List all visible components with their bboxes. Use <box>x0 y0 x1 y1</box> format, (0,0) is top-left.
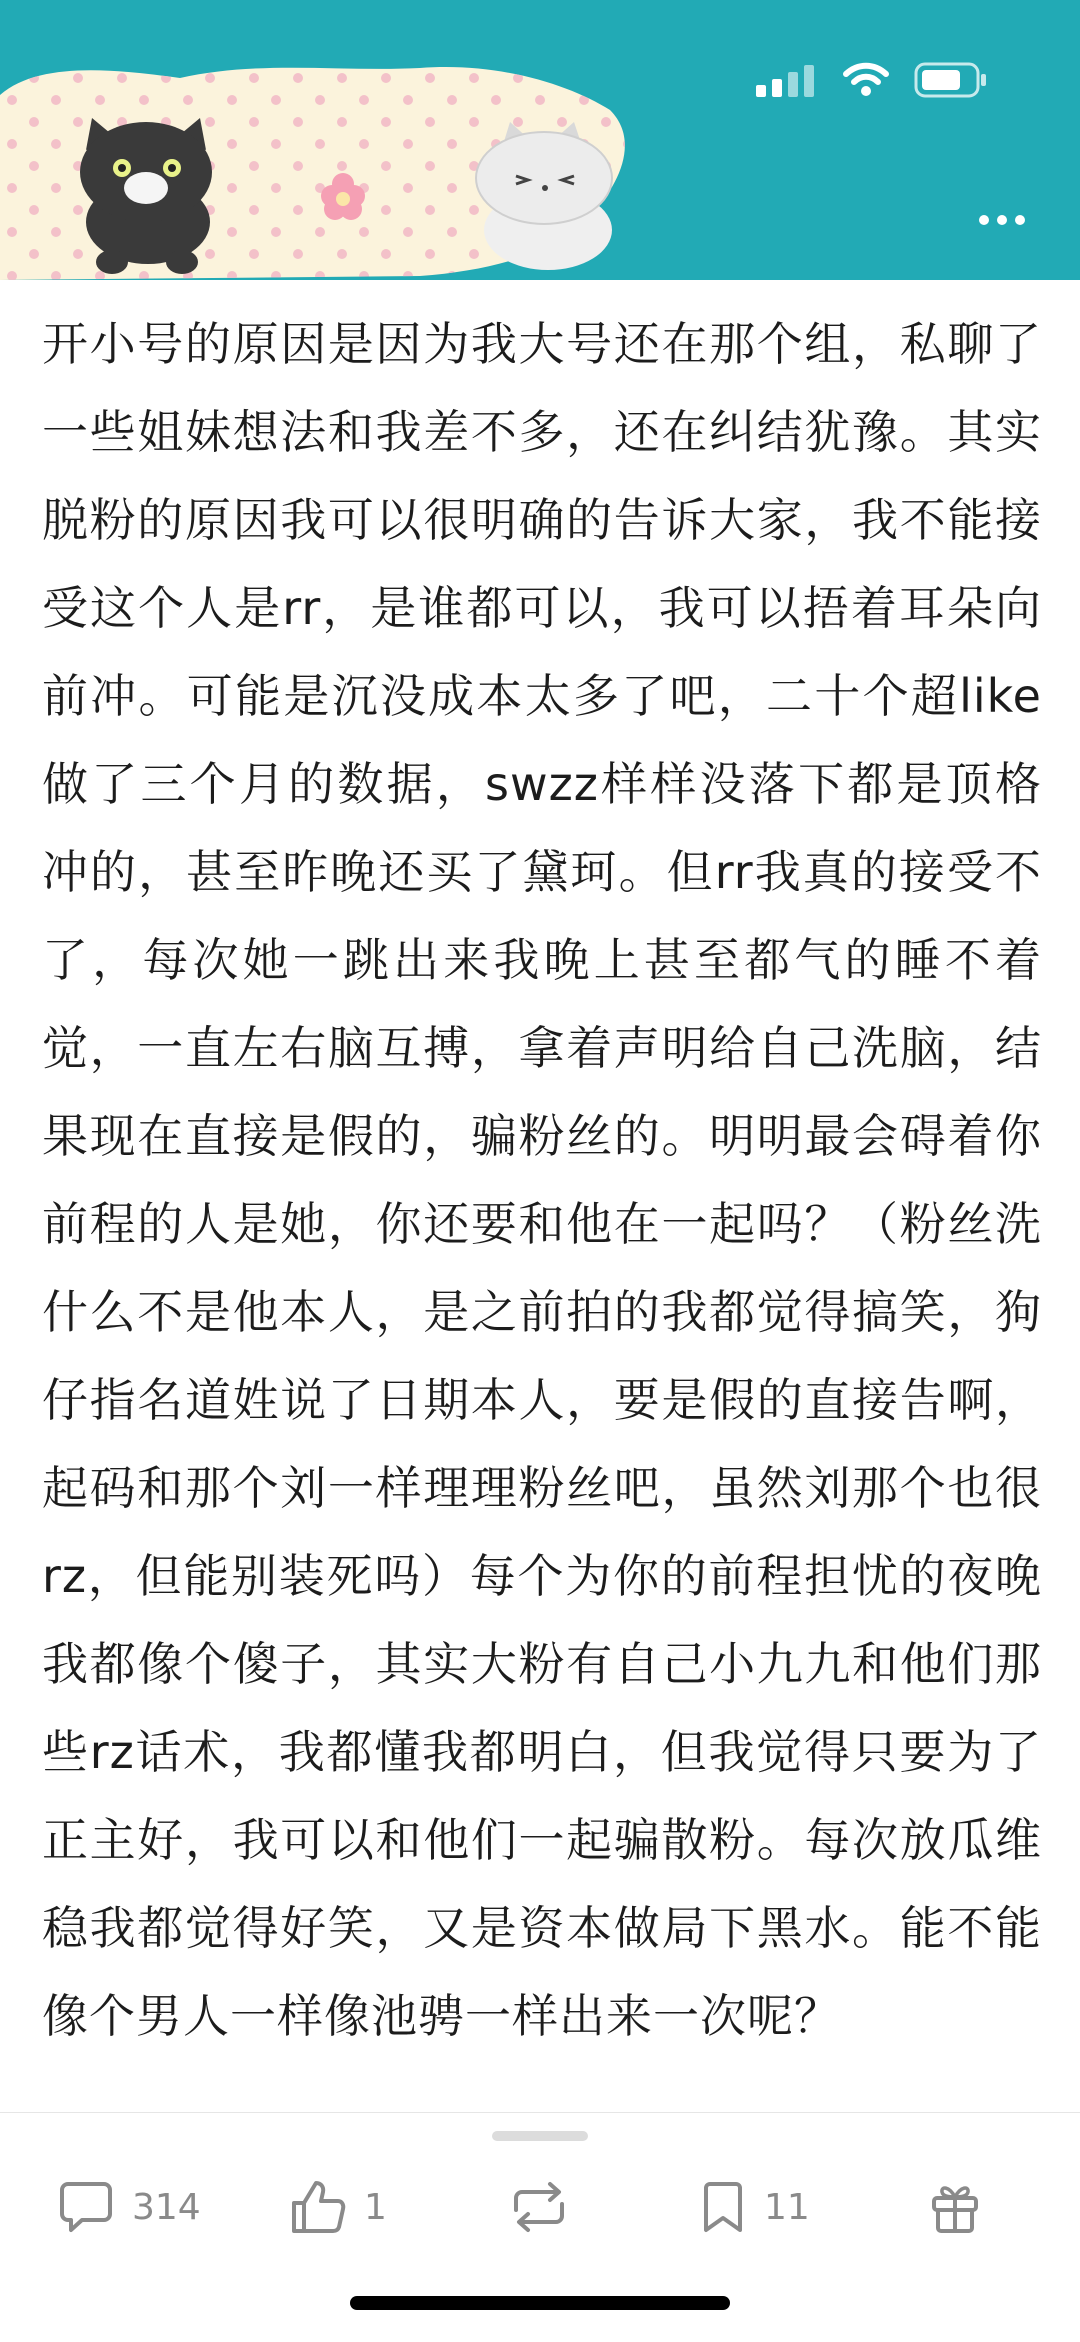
wifi-icon <box>842 62 890 98</box>
grey-cat-icon <box>476 122 612 270</box>
post-content <box>42 300 1042 2070</box>
gift-icon <box>930 2180 980 2234</box>
favorite-count: 11 <box>764 2186 810 2228</box>
banner-illustration <box>0 0 1080 280</box>
more-dots-icon <box>1015 215 1025 225</box>
battery-icon <box>914 62 988 98</box>
home-indicator[interactable] <box>350 2296 730 2310</box>
more-dots-icon <box>979 215 989 225</box>
repost-button[interactable] <box>508 2157 570 2257</box>
like-button[interactable] <box>290 2157 387 2257</box>
header-banner <box>0 0 1080 280</box>
favorite-button[interactable] <box>700 2157 810 2257</box>
comment-button[interactable] <box>58 2157 201 2257</box>
thumbs-up-icon <box>290 2179 346 2235</box>
signal-icon <box>756 63 818 97</box>
drag-handle[interactable] <box>492 2131 588 2141</box>
more-options-button[interactable] <box>972 200 1032 240</box>
like-count: 1 <box>364 2186 387 2228</box>
status-bar <box>756 60 988 100</box>
comment-icon <box>58 2180 114 2234</box>
post-body-text: 开小号的原因是因为我大号还在那个组，私聊了一些姐妹想法和我差不多，还在纠结犹豫。其实脱粉的原因我可以很明确的告诉大家，我不能接受这个人是rr，是谁都可以，我可以捂着耳朵向前冲。可能是沉没成本太多了吧，二十个超like做了三个月的数据，swzz样样没落下都是顶格冲的，甚至昨晚还买了黛珂。但rr我真的接受不了，每次她一跳出来我晚上甚至都气的睡不着觉，一直左右脑互搏，拿着声明给自己洗脑，结果现在直接是假的，骗粉丝的。明明最会碍着你前程的人是她，你还要和他在一起吗？（粉丝洗什么不是他本人，是之前拍的我都觉得搞笑，狗仔指名道姓说了日期本人，要是假的直接告啊，起码和那个刘一样理理粉丝吧，虽然刘那个也很rz，但能别装死吗）每个为你的前程担忧的夜晚我都像个傻子，其实大粉有自己小九九和他们那些rz话术，我都懂我都明白，但我觉得只要为了正主好，我可以和他们一起骗散粉。每次放瓜维稳我都觉得好笑，又是资本做局下黑水。能不能像个男人一样像池骋一样出来一次呢？ <box>42 317 1042 2043</box>
gift-button[interactable] <box>930 2157 980 2257</box>
more-dots-icon <box>997 215 1007 225</box>
bookmark-icon <box>700 2180 746 2234</box>
repost-icon <box>508 2180 570 2234</box>
comment-count: 314 <box>132 2186 201 2228</box>
